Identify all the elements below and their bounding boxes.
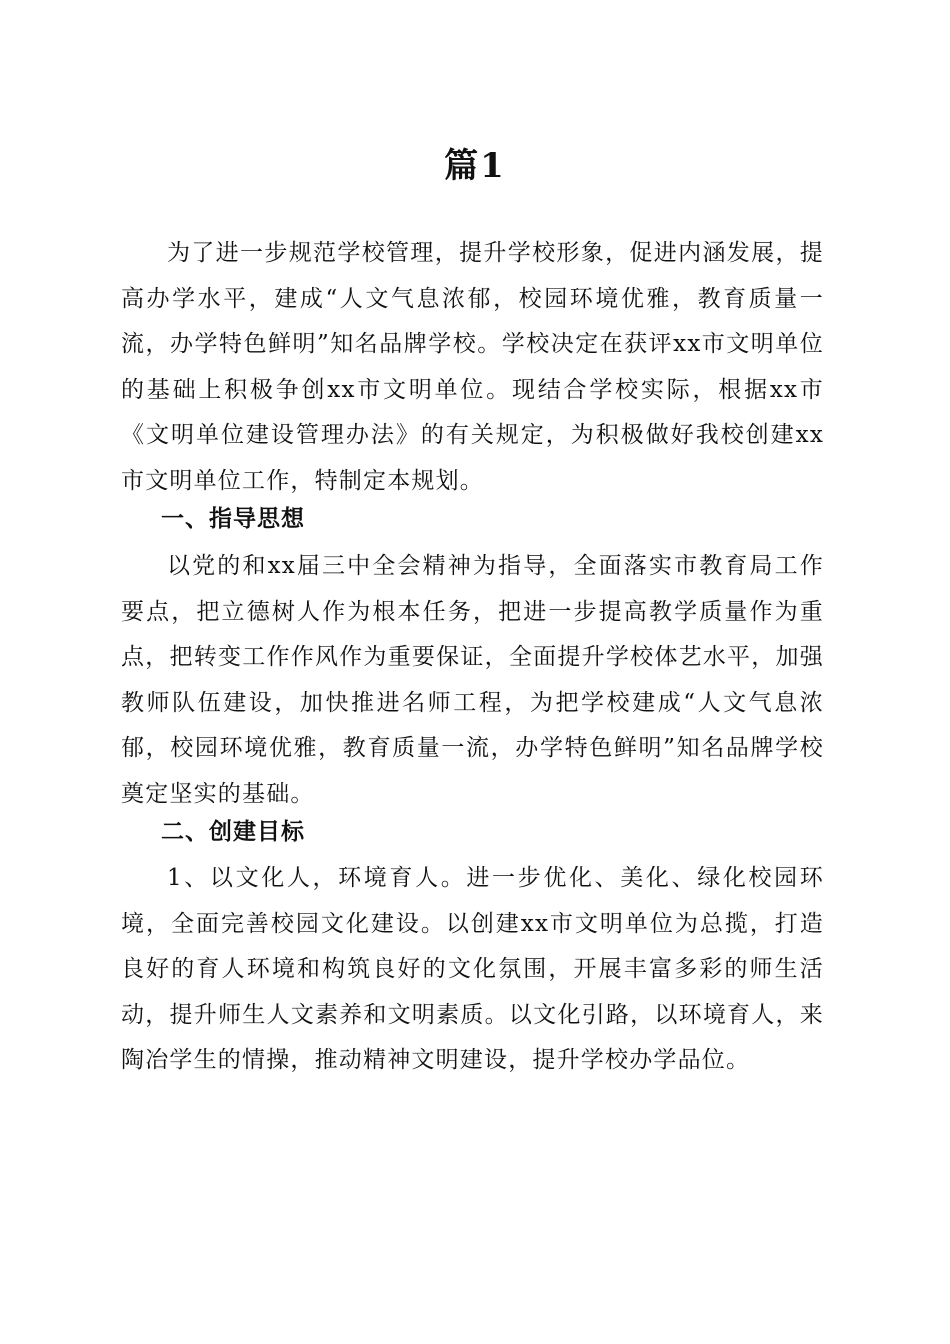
intro-paragraph: 为了进一步规范学校管理，提升学校形象，促进内涵发展，提高办学水平，建成“人文气息浓郁，校园环境优雅，教育质量一流，办学特色鲜明”知名品牌学校。学校决定在获评xx市文明单位的基础上积极争创xx市文明单位。现结合学校实际，根据xx市《文明单位建设管理办法》的有关规定，为积极做好我校创建xx市文明单位工作，特制定本规划。 (121, 240, 824, 494)
section-paragraph-guiding-ideology: 以党的和xx届三中全会精神为指导，全面落实市教育局工作要点，把立德树人作为根本任务，把进一步提高教学质量作为重点，把转变工作作风作为重要保证，全面提升学校体艺水平，加强教师队伍建设，加快推进名师工程，为把学校建成“人文气息浓郁，校园环境优雅，教育质量一流，办学特色鲜明”知名品牌学校奠定坚实的基础。 (121, 553, 824, 807)
section-heading-guiding-ideology: 一、指导思想 (161, 506, 305, 532)
section-heading-goals: 二、创建目标 (161, 819, 305, 845)
section-paragraph-goals: 1、以文化人，环境育人。进一步优化、美化、绿化校园环境，全面完善校园文化建设。以创建xx市文明单位为总揽，打造良好的育人环境和构筑良好的文化氛围，开展丰富多彩的师生活动，提升师生人文素养和文明素质。以文化引路，以环境育人，来陶冶学生的情操，推动精神文明建设，提升学校办学品位。 (121, 865, 824, 1074)
document-title: 篇1 (444, 146, 506, 186)
